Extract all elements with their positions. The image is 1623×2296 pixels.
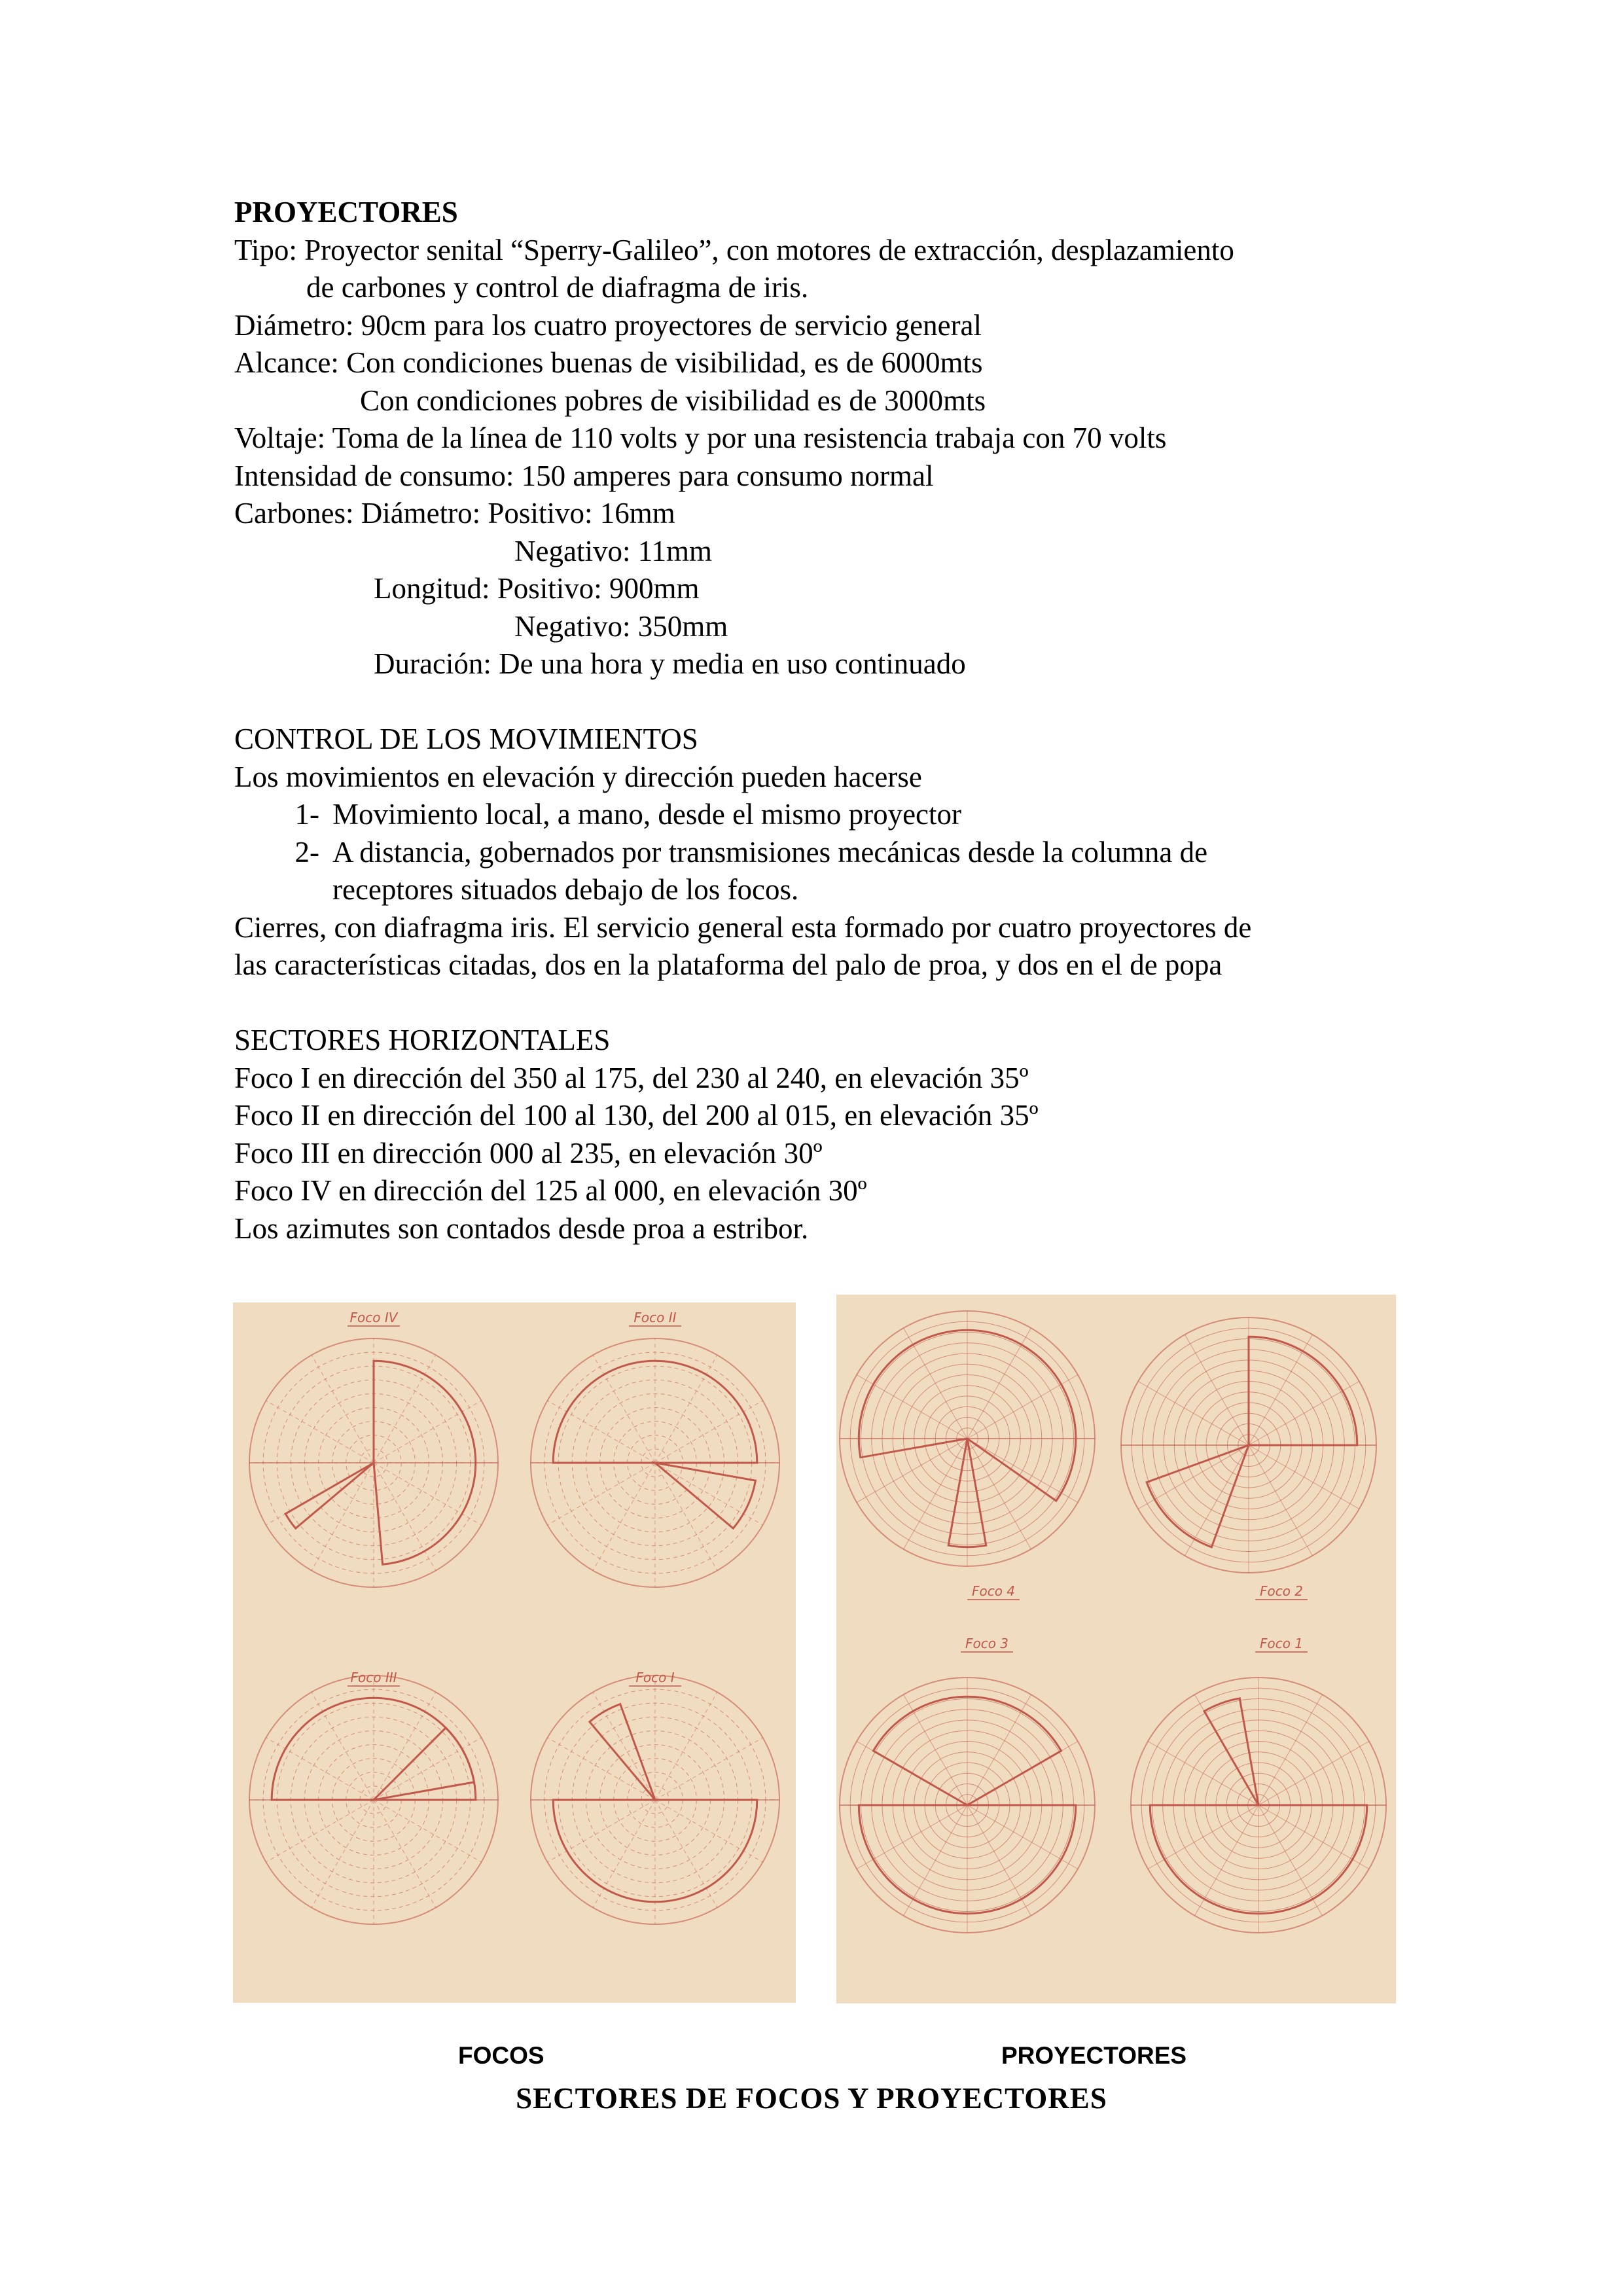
sector-foco-2: Foco II en dirección del 100 al 130, del 200 al 015, en elevación 35º — [234, 1099, 1039, 1132]
sector-outline — [1249, 1336, 1357, 1445]
focos-figure — [233, 1302, 796, 2003]
chart-label: Foco 3 — [965, 1636, 1009, 1651]
chart-label: Foco I — [635, 1670, 675, 1685]
longitud-negativo-line: Negativo: 350mm — [514, 609, 728, 643]
chart-label: Foco II — [633, 1310, 677, 1325]
list-text: Movimiento local, a mano, desde el mismo proyector — [332, 798, 962, 831]
focos-polar-charts — [249, 1310, 779, 1924]
list-item — [234, 796, 1465, 834]
cierres-line-cont: las características citadas, dos en la plataforma del palo de proa, y dos en el de popa — [234, 948, 1222, 981]
carbones-negativo-line: Negativo: 11mm — [514, 534, 713, 567]
list-number: 2- — [294, 835, 319, 869]
cierres-line: Cierres, con diafragma iris. El servicio general esta formado por cuatro proyectores de — [234, 910, 1252, 944]
polar-chart — [1131, 1636, 1386, 1933]
caption-proyectores: PROYECTORES — [1001, 2042, 1187, 2069]
azimutes-note: Los azimutes son contados desde proa a estribor. — [234, 1211, 809, 1245]
sector-outline — [655, 1463, 755, 1528]
polar-chart — [531, 1670, 779, 1924]
sector-outline — [374, 1728, 474, 1800]
proyectores-diagram — [836, 1295, 1396, 2003]
figure-caption: SECTORES DE FOCOS Y PROYECTORES — [516, 2082, 1107, 2115]
section-heading-sectores: SECTORES HORIZONTALES — [234, 1024, 611, 1056]
longitud-line: Longitud: Positivo: 900mm — [374, 572, 700, 605]
section-heading-proyectores: PROYECTORES — [234, 196, 458, 228]
polar-chart — [840, 1636, 1095, 1933]
chart-label: Foco 2 — [1259, 1583, 1304, 1599]
polar-chart — [249, 1670, 498, 1924]
proyectores-figure — [836, 1295, 1396, 2003]
alcance-line: Alcance: Con condiciones buenas de visibilidad, es de 6000mts — [234, 346, 983, 379]
intensidad-line: Intensidad de consumo: 150 amperes para consumo normal — [234, 459, 934, 492]
sector-foco-1: Foco I en dirección del 350 al 175, del 230 al 240, en elevación 35º — [234, 1061, 1029, 1094]
polar-chart — [1121, 1318, 1376, 1600]
polar-chart — [249, 1310, 498, 1587]
caption-focos: FOCOS — [458, 2042, 544, 2069]
control-intro: Los movimientos en elevación y dirección pueden hacerse — [234, 760, 922, 793]
polar-chart — [531, 1310, 779, 1587]
tipo-line: Tipo: Proyector senital “Sperry-Galileo”, con motores de extracción, desplazamiento — [234, 233, 1234, 266]
chart-label: Foco IV — [349, 1310, 398, 1325]
list-text-cont: receptores situados debajo de los focos. — [332, 873, 799, 906]
voltaje-line: Voltaje: Toma de la línea de 110 volts y por una resistencia trabaja con 70 volts — [234, 422, 1167, 454]
proyectores-polar-charts — [840, 1311, 1386, 1933]
list-text: A distancia, gobernados por transmisiones mecánicas desde la columna de — [332, 835, 1208, 869]
section-heading-control: CONTROL DE LOS MOVIMIENTOS — [234, 723, 698, 755]
focos-diagram — [233, 1302, 796, 2003]
chart-label: Foco 4 — [971, 1583, 1016, 1599]
chart-label: Foco 1 — [1259, 1636, 1304, 1651]
text-body — [234, 194, 1465, 1247]
sector-foco-4: Foco IV en dirección del 125 al 000, en elevación 30º — [234, 1174, 867, 1207]
chart-label: Foco III — [350, 1670, 397, 1685]
carbones-line: Carbones: Diámetro: Positivo: 16mm — [234, 497, 675, 529]
tipo-line-cont: de carbones y control de diafragma de iris. — [306, 271, 809, 304]
sector-outline — [590, 1704, 655, 1800]
sector-foco-3: Foco III en dirección 000 al 235, en elevación 30º — [234, 1136, 823, 1170]
list-number: 1- — [294, 798, 319, 831]
list-item — [234, 834, 1465, 872]
alcance-line-cont: Con condiciones pobres de visibilidad es de 3000mts — [360, 384, 986, 417]
diametro-line: Diámetro: 90cm para los cuatro proyectores de servicio general — [234, 308, 982, 342]
polar-chart — [840, 1311, 1095, 1600]
duracion-line: Duración: De una hora y media en uso continuado — [374, 647, 966, 680]
